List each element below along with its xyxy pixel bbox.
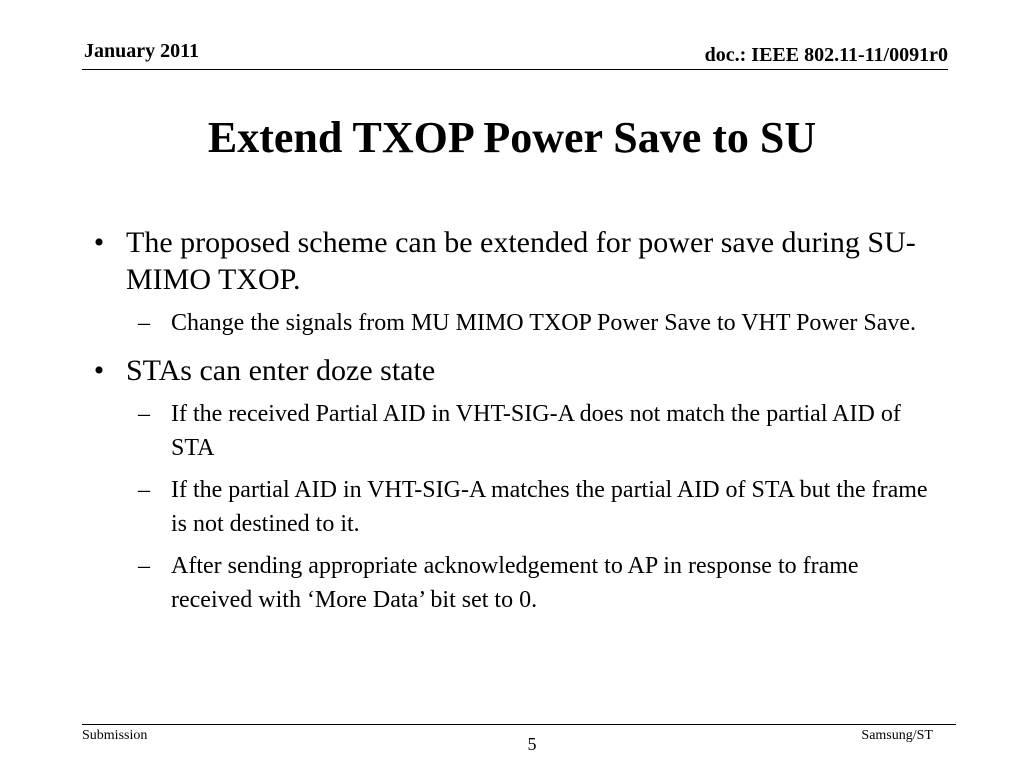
bullet-text: The proposed scheme can be extended for power save during SU-MIMO TXOP. [126, 226, 916, 296]
sub-bullet-marker: – [138, 477, 150, 503]
sub-bullet-text: Change the signals from MU MIMO TXOP Power Save to VHT Power Save. [171, 310, 917, 336]
header-date: January 2011 [84, 40, 200, 62]
header-divider [82, 69, 948, 70]
sub-bullet-marker: – [138, 401, 150, 427]
sub-bullet-item [84, 549, 944, 617]
bullet-item [84, 352, 944, 389]
bullet-text: STAs can enter doze state [126, 354, 436, 387]
bullet-item [84, 224, 944, 298]
header-doc-id: doc.: IEEE 802.11-11/0091r0 [704, 44, 948, 66]
slide-body [84, 224, 944, 625]
bullet-marker: • [93, 226, 105, 259]
footer-divider [82, 724, 956, 725]
footer-company: Samsung/ST [861, 728, 933, 743]
sub-bullet-marker: – [138, 553, 150, 579]
sub-bullet-item [84, 306, 944, 340]
footer-submission: Submission [82, 728, 148, 743]
footer-page-number: 5 [527, 734, 537, 754]
sub-bullet-text: If the partial AID in VHT-SIG-A matches the partial AID of STA but the frame is not destined to it. [171, 477, 928, 537]
sub-bullet-text: If the received Partial AID in VHT-SIG-A does not match the partial AID of STA [171, 401, 901, 461]
bullet-marker: • [93, 354, 105, 387]
sub-bullet-item [84, 397, 944, 465]
sub-bullet-text: After sending appropriate acknowledgement to AP in response to frame received with ‘More Data’ bit set to 0. [171, 553, 859, 613]
slide-title: Extend TXOP Power Save to SU [207, 113, 817, 162]
sub-bullet-item [84, 473, 944, 541]
sub-bullet-marker: – [138, 310, 150, 336]
